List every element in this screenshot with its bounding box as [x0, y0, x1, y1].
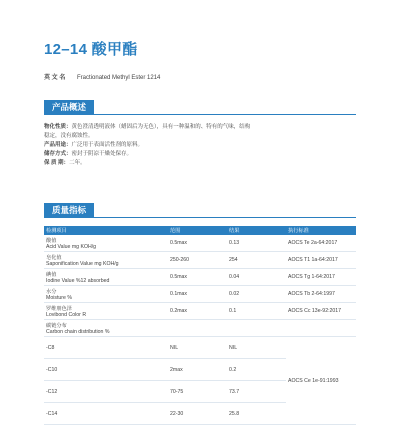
english-name-value: Fractionated Methyl Ester 1214	[77, 75, 161, 81]
overview-block	[44, 123, 356, 168]
section-heading-quality: 质量指标	[44, 203, 94, 217]
overview-line: 稳定，没有腐蚀性。	[44, 133, 94, 139]
overview-line: 保 质 期：二年。	[44, 160, 86, 166]
table-header-row	[44, 226, 356, 235]
quality-table	[44, 226, 356, 425]
table-row: 皂化值 Saponification Value mg KOH/g 250-260 254 AOCS T1 1a-64:2017	[44, 252, 356, 269]
section-divider	[44, 217, 356, 218]
overview-line: 产品用途：广泛用于表面活性剂的原料。	[44, 142, 144, 148]
table-row: 罗维朋色泽 Lovibond Color R 0.2max 0.1 AOCS Cc 13e-92:2017	[44, 303, 356, 320]
section-divider	[44, 114, 356, 115]
english-name-row	[44, 72, 160, 81]
table-row: -C8 NIL NIL AOCS Ce 1e-91:1993	[44, 337, 356, 359]
page-title: 12–14 酸甲酯	[44, 41, 138, 58]
column-header-standard: 执行标准	[286, 226, 356, 235]
table-row: -C12 70-75 73.7	[44, 381, 356, 403]
table-row: 酸值 Acid Value mg KOH/g 0.5max 0.13 AOCS Te 2a-64:2017	[44, 235, 356, 252]
chain-standard-cell: AOCS Ce 1e-91:1993	[286, 337, 356, 425]
section-heading-overview: 产品概述	[44, 100, 94, 114]
table-row: 碳链分布 Carbon chain distribution %	[44, 320, 356, 337]
column-header-result: 结果	[227, 226, 286, 235]
english-name-label: 英 文 名	[44, 75, 66, 81]
table-row: -C10 2max 0.2	[44, 359, 356, 381]
table-row: 碘值 Iodine Value %12 absorbed 0.5max 0.04 AOCS Tg 1-64:2017	[44, 269, 356, 286]
table-row: -C14 22-30 25.8	[44, 403, 356, 425]
overview-line: 储存方式：密封于阴凉干燥处保存。	[44, 151, 133, 157]
overview-line: 物化性质：黄色澄清透明液体（蜡固后为无色），具有一种温和的、特有的气味，结构	[44, 124, 251, 130]
table-row: 水分 Moisture % 0.1max 0.02 AOCS Tb 2-64:1997	[44, 286, 356, 303]
column-header-range: 范围	[168, 226, 227, 235]
column-header-item: 检测项目	[44, 226, 168, 235]
